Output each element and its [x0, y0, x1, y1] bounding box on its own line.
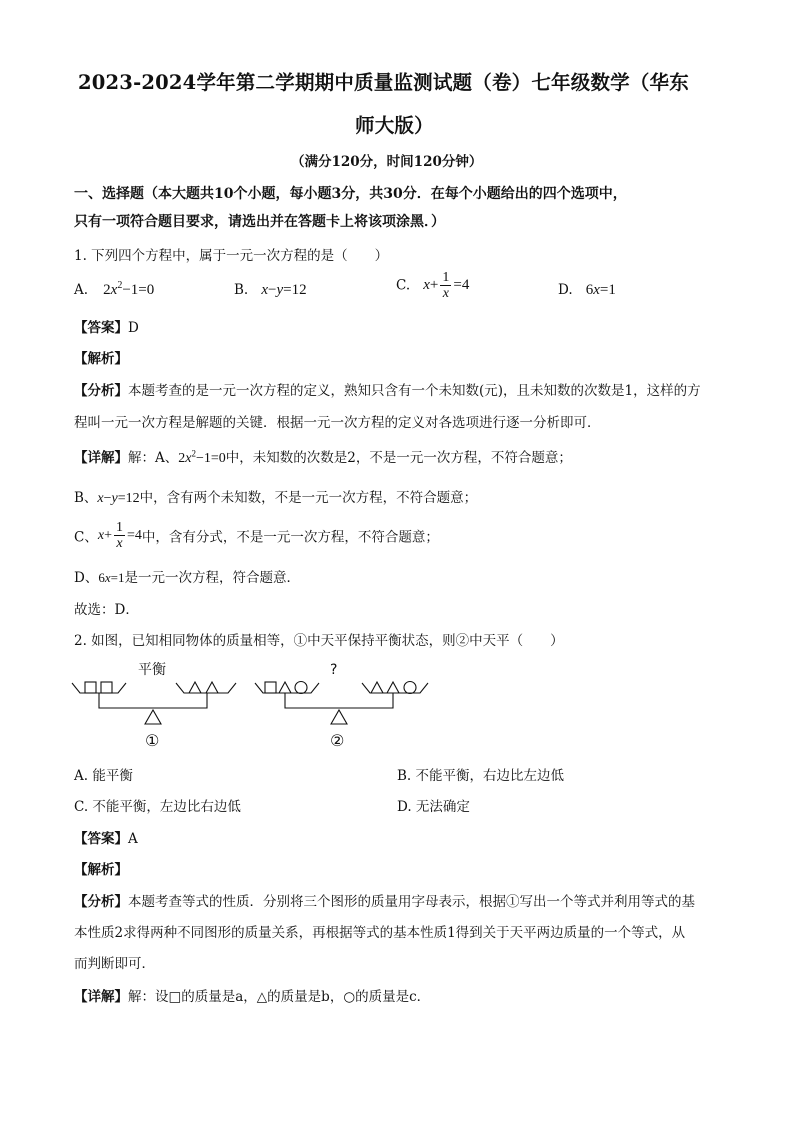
q2-fenxi-line3: 而判断即可．: [74, 956, 155, 972]
q1-answer-value: D: [128, 320, 139, 336]
q1-option-b: [234, 279, 307, 299]
q1-option-a-expr: $2x^2-1=0$: [103, 280, 155, 298]
q1-answer-tag: 【答案】: [74, 320, 128, 336]
triangle-icon: [387, 682, 399, 693]
q2-option-d: D. 无法确定: [397, 799, 470, 815]
q1-detail-b: [74, 486, 477, 507]
scale1-fulcrum: [145, 710, 161, 724]
q2-answer: [74, 827, 138, 847]
q2-fenxi-line2: 本性质2求得两种不同图形的质量关系，再根据等式的基本性质1得到关于天平两边质量的一个等式，从: [74, 925, 686, 941]
triangle-icon: [371, 682, 383, 693]
q2-detail-tag: 【详解】: [74, 989, 128, 1005]
score-time-subtitle: （满分120分，时间120分钟）: [291, 154, 483, 170]
q1-detail-b-expr: x−y=12: [97, 491, 140, 506]
q1-detail-c: [74, 520, 439, 551]
q1-detail-d-prefix: D、: [74, 570, 99, 586]
q1-option-c-letter: C.: [396, 277, 411, 294]
q1-option-c: [396, 270, 469, 301]
circle-icon: [404, 682, 416, 694]
q1-detail-a: [74, 446, 572, 467]
q2-option-c: C. 不能平衡，左边比右边低: [74, 799, 241, 815]
section-heading-line1: 一、选择题（本大题共10个小题，每小题3分，共30分．在每个小题给出的四个选项中，: [74, 186, 627, 202]
q1-detail-b-prefix: B、: [74, 490, 98, 506]
circle-icon: [295, 682, 307, 694]
q1-option-a-letter: A.: [74, 282, 89, 298]
q2-option-a: A. 能平衡: [74, 768, 133, 784]
page-title-line1: 2023-2024学年第二学期期中质量监测试题（卷）七年级数学（华东: [78, 71, 689, 94]
triangle-icon: [189, 682, 201, 693]
page-title-line2: 师大版）: [355, 114, 434, 137]
triangle-icon: [206, 682, 218, 693]
q2-answer-tag: 【答案】: [74, 831, 128, 847]
q2-balance-figure: [60, 652, 460, 752]
scale1-left-pan: [72, 683, 126, 693]
q1-option-d: [558, 279, 616, 299]
scale1-beam: [99, 693, 207, 708]
triangle-icon: [279, 682, 291, 693]
q1-option-c-expr: x+ $\frac{1}{x}$ =4: [423, 270, 470, 301]
q2-label-1: ①: [145, 731, 160, 750]
q2-stem: 2. 如图，已知相同物体的质量相等，①中天平保持平衡状态，则②中天平（ ）: [74, 633, 564, 649]
q2-option-b: B. 不能平衡，右边比左边低: [397, 768, 565, 784]
q1-option-b-letter: B.: [234, 282, 249, 298]
q1-detail-a-suffix: 中，未知数的次数是2，不是一元一次方程，不符合题意；: [225, 450, 572, 466]
q2-label-balanced: 平衡: [138, 662, 166, 678]
q2-detail-text: 解：设□的质量是a，△的质量是b，○的质量是c．: [128, 989, 431, 1005]
q2-fenxi-tag: 【分析】: [74, 894, 128, 910]
q1-detail-a-prefix: 解：A、: [128, 450, 179, 466]
q1-option-a: [74, 279, 154, 299]
square-icon: [265, 682, 276, 693]
q2-label-2: ②: [330, 731, 345, 750]
q1-detail-a-expr: $2x^2-1=0$: [178, 448, 226, 466]
q1-answer: [74, 316, 139, 336]
scale1-right-pan: [176, 683, 236, 693]
q1-fenxi-tag: 【分析】: [74, 383, 128, 399]
q1-option-d-letter: D.: [558, 282, 573, 298]
q2-answer-value: A: [128, 831, 138, 847]
q1-fenxi-line1: [74, 379, 701, 399]
q1-detail-c-suffix: 中，含有分式，不是一元一次方程，不符合题意；: [141, 529, 439, 546]
q1-detail-d-suffix: 是一元一次方程，符合题意．: [124, 570, 300, 586]
q2-fenxi-line1: [74, 890, 695, 910]
square-icon: [85, 682, 96, 693]
q2-analysis-tag: 【解析】: [74, 862, 128, 878]
q2-fenxi-text1: 本题考查等式的性质．分别将三个图形的质量用字母表示，根据①写出一个等式并利用等式的基: [128, 894, 695, 910]
square-icon: [101, 682, 112, 693]
q1-fenxi-text1: 本题考查的是一元一次方程的定义，熟知只含有一个未知数(元)，且未知数的次数是1，这样的方: [128, 383, 701, 399]
q1-analysis-tag: 【解析】: [74, 351, 128, 367]
q2-detail: [74, 985, 430, 1005]
q1-detail-d: [74, 566, 300, 586]
q1-detail-c-prefix: C、: [74, 529, 98, 546]
q1-conclusion: 故选：D．: [74, 602, 139, 618]
q1-detail-c-expr: x+ $\frac{1}{x}$ =4: [97, 520, 142, 551]
q1-stem: 1. 下列四个方程中，属于一元一次方程的是（ ）: [74, 248, 389, 264]
q1-option-b-expr: x−y=12: [261, 282, 307, 298]
section-heading-line2: 只有一项符合题目要求，请选出并在答题卡上将该项涂黑．）: [74, 214, 445, 230]
q2-label-question: ?: [330, 662, 338, 678]
scale2-fulcrum: [331, 710, 347, 724]
q1-fenxi-line2: 程叫一元一次方程是解题的关键．根据一元一次方程的定义对各选项进行逐一分析即可．: [74, 415, 601, 431]
q1-detail-d-expr: 6x=1: [98, 570, 125, 585]
q1-detail-tag: 【详解】: [74, 450, 128, 466]
q1-option-d-expr: 6x=1: [585, 282, 616, 298]
scale2-beam: [285, 693, 393, 708]
q1-detail-b-suffix: 中，含有两个未知数，不是一元一次方程，不符合题意；: [139, 490, 478, 506]
